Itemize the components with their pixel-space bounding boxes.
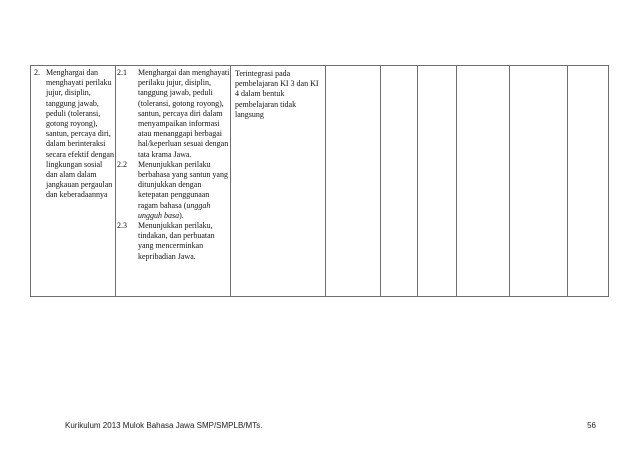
table-row [31, 66, 609, 297]
empty-cell [326, 66, 381, 297]
page-number: 56 [587, 421, 596, 430]
basic-competency-item [116, 66, 230, 160]
basic-competency-text: Menunjukkan perilaku, tindakan, dan perbuatan yang mencerminkan kepribadian Jawa. [138, 221, 215, 261]
empty-cell [457, 66, 510, 297]
core-competency-cell [31, 66, 116, 297]
basic-competency-text: Menghargai dan menghayati perilaku jujur, disiplin, tanggung jawab, peduli (toleransi, gotong royong), santun, percaya diri dalam menyampaikan informasi atau menanggapi berbagai hal/keperluan sesuai dengan tata krama Jawa. [138, 68, 230, 159]
empty-cell [418, 66, 457, 297]
basic-competency-item [116, 221, 230, 262]
basic-competency-item [116, 160, 230, 221]
core-competency-number: 2. [34, 68, 40, 77]
empty-cell [381, 66, 418, 297]
footer-text: Kurikulum 2013 Mulok Bahasa Jawa SMP/SMPLB/MTs. [65, 421, 263, 430]
basic-competency-italic-term: unggah ungguh basa [138, 200, 211, 220]
note-cell [231, 66, 326, 297]
basic-competency-number: 2.2 [117, 159, 127, 169]
basic-competency-number: 2.1 [117, 68, 127, 77]
empty-cell [568, 66, 609, 297]
curriculum-table [30, 65, 609, 297]
basic-competency-text [138, 160, 228, 220]
basic-competencies-cell [116, 66, 231, 297]
empty-cell [510, 66, 568, 297]
core-competency-item [31, 66, 115, 201]
basic-competency-text-part: Menunjukkan perilaku berbahasa yang santun yang ditunjukkan dengan ketepatan penggunaan ragam bahasa ( [138, 159, 228, 210]
integration-note: Terintegrasi pada pembelajaran KI 3 dan KI 4 dalam bentuk pembelajaran tidak langsung [235, 69, 319, 119]
page-footer [65, 421, 596, 430]
basic-competency-text-part: ). [179, 210, 184, 220]
core-competency-text: Menghargai dan menghayati perilaku jujur, disiplin, tanggung jawab, peduli (toleransi, gotong royong), santun, percaya diri, dalam berinteraksi secara efektif dengan lingkungan sosial dan alam dalam jangkauan pergaulan dan keberadaannya [46, 68, 114, 200]
basic-competency-number: 2.3 [117, 221, 127, 231]
